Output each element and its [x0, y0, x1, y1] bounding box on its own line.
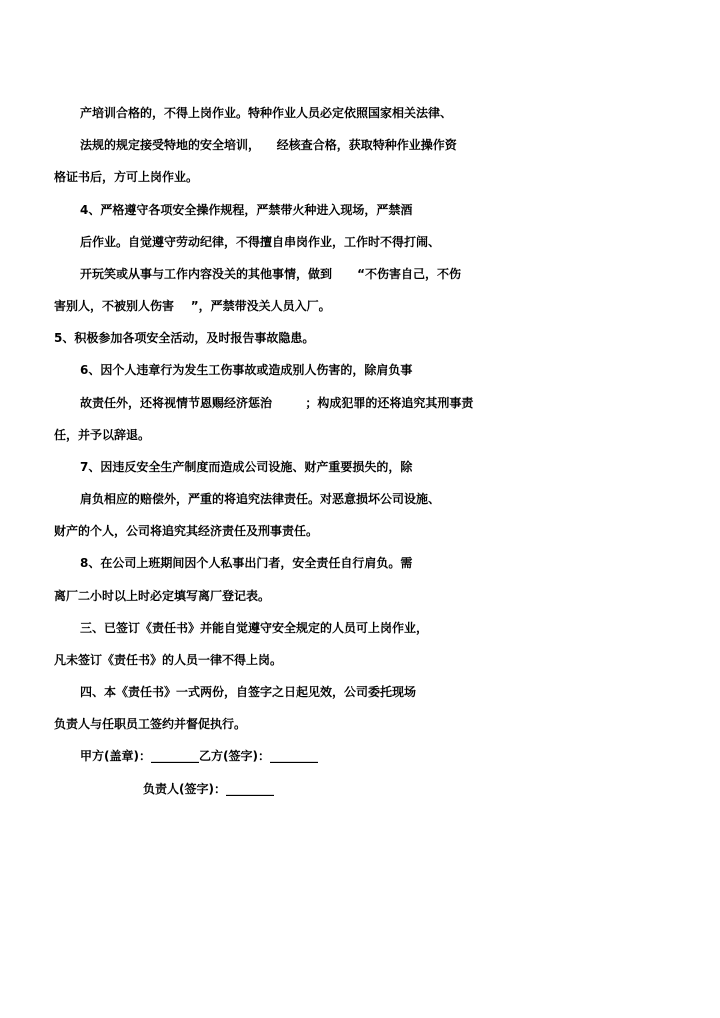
clause-8-line: 8、在公司上班期间因个人私事出门者，安全责任自行肩负。需: [80, 556, 413, 570]
section-3-line: 三、已签订《责任书》并能自觉遵守安全规定的人员可上岗作业，: [80, 621, 429, 635]
signature-line-parties: 甲方(盖章)：________乙方(签字)：________: [80, 749, 318, 763]
body-line: 任，并予以辞退。: [54, 428, 151, 442]
body-line: 产培训合格的，不得上岗作业。特种作业人员必定依照国家相关法律、: [80, 106, 453, 120]
body-line: 开玩笑或从事与工作内容没关的其他事情，做到 “不伤害自己，不伤: [80, 267, 461, 281]
body-line: 财产的个人，公司将追究其经济责任及刑事责任。: [54, 524, 319, 538]
body-line: 肩负相应的赔偿外，严重的将追究法律责任。对恶意损坏公司设施、: [80, 492, 441, 506]
body-line: 负责人与任职员工签约并督促执行。: [54, 717, 247, 731]
body-line: 法规的规定接受特地的安全培训， 经核查合格，获取特种作业操作资: [80, 138, 457, 152]
body-line: 后作业。自觉遵守劳动纪律，不得擅自串岗作业，工作时不得打闹、: [80, 235, 441, 249]
section-4-line: 四、本《责任书》一式两份，自签字之日起见效，公司委托现场: [80, 685, 417, 699]
body-line: 故责任外，还将视情节恩赐经济惩治 ；构成犯罪的还将追究其刑事责: [80, 396, 474, 410]
clause-4-line: 4、严格遵守各项安全操作规程，严禁带火种进入现场，严禁酒: [80, 203, 413, 217]
body-line: 离厂二小时以上时必定填写离厂登记表。: [54, 589, 271, 603]
body-line: 害别人，不被别人伤害 ”，严禁带没关人员入厂。: [54, 299, 331, 313]
signature-line-responsible: 负责人(签字)：________: [143, 782, 274, 796]
body-line: 凡未签订《责任书》的人员一律不得上岗。: [54, 653, 283, 667]
clause-6-line: 6、因个人违章行为发生工伤事故或造成别人伤害的，除肩负事: [80, 363, 413, 377]
body-line: 格证书后，方可上岗作业。: [54, 170, 199, 184]
clause-5-line: 5、积极参加各项安全活动，及时报告事故隐患。: [54, 331, 315, 345]
clause-7-line: 7、因违反安全生产制度而造成公司设施、财产重要损失的，除: [80, 460, 413, 474]
